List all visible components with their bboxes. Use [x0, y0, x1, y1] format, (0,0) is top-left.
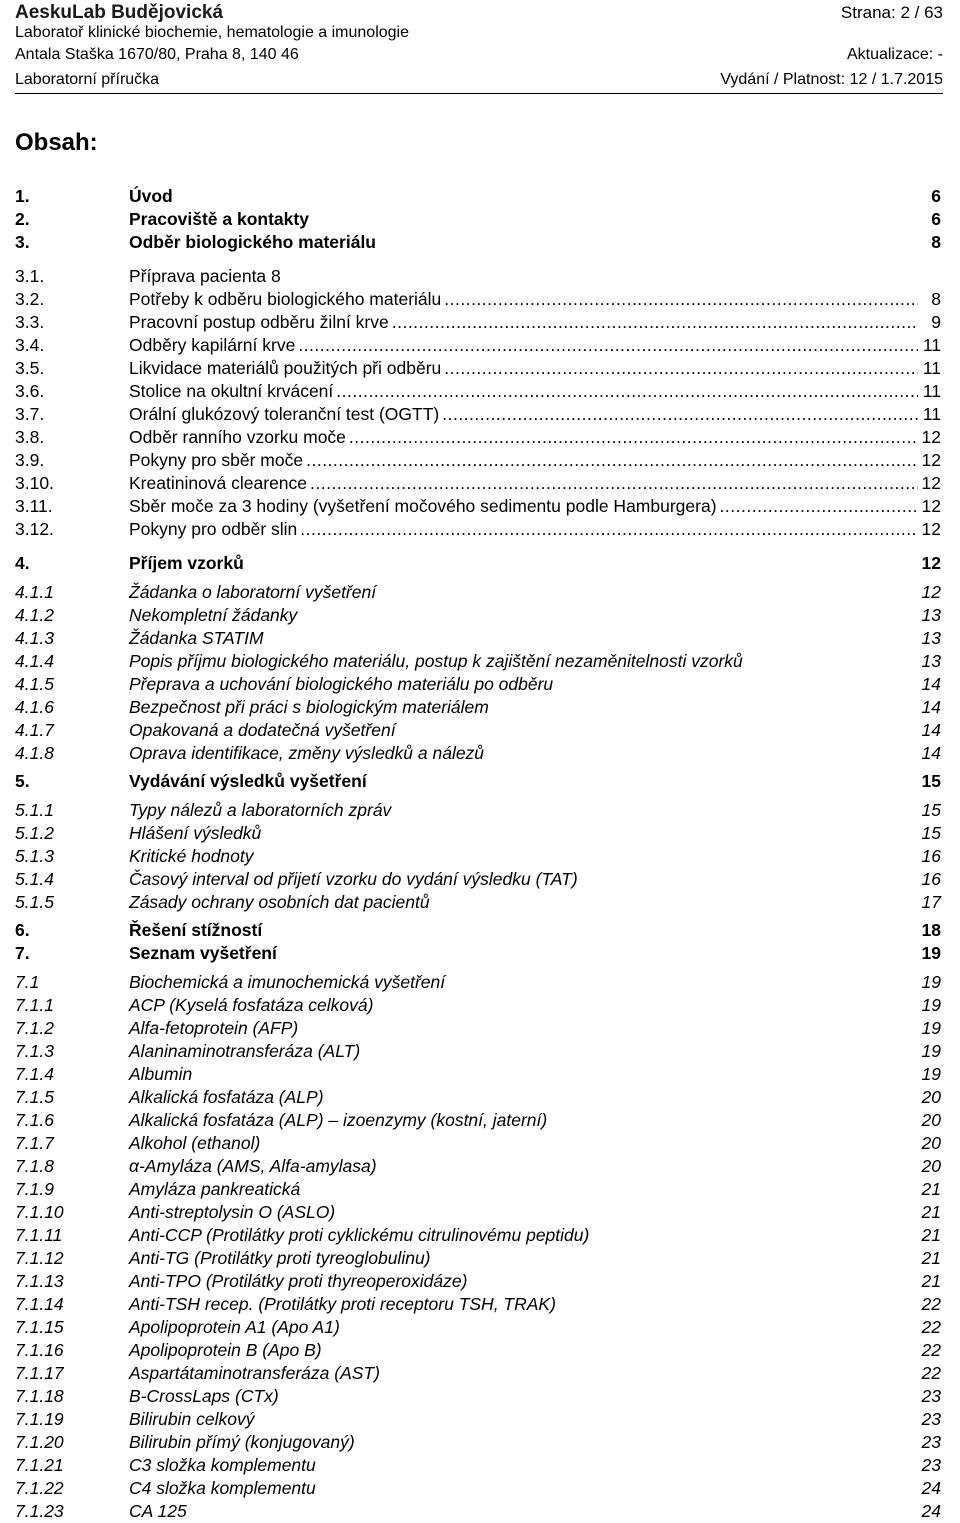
toc-entry-page: 11 — [922, 335, 941, 355]
toc-entry-page: 21 — [921, 1202, 941, 1222]
toc-entry-number: 7.1.14 — [15, 1294, 64, 1314]
toc-entry-title: ACP (Kyselá fosfatáza celková) — [129, 995, 374, 1015]
toc-entry-page: 21 — [921, 1271, 941, 1291]
toc-entry-page: 12 — [921, 473, 941, 493]
toc-entry-number: 7.1.4 — [15, 1064, 54, 1084]
toc-entry-title: Odběr ranního vzorku moče ..... — [129, 427, 918, 448]
toc-entry-number: 4.1.2 — [15, 605, 54, 625]
toc-entry-page: 19 — [921, 943, 941, 963]
toc-entry-page: 6 — [931, 209, 941, 229]
toc-entry-page: 20 — [921, 1133, 941, 1153]
toc-entry[interactable] — [0, 1248, 960, 1270]
toc-entry-number: 3.10. — [15, 473, 54, 493]
toc-entry-number: 3. — [15, 232, 30, 252]
toc-entry-page: 14 — [921, 697, 941, 717]
toc-entry-number: 7.1.9 — [15, 1179, 54, 1199]
toc-entry-number: 7.1.18 — [15, 1386, 64, 1406]
toc-entry-page: 15 — [921, 800, 941, 820]
toc-entry-number: 1. — [15, 186, 30, 206]
toc-entry-number: 7.1.12 — [15, 1248, 64, 1268]
toc-entry-number: 3.3. — [15, 312, 45, 332]
toc-entry-title: Odběr biologického materiálu — [129, 232, 376, 252]
toc-entry-title: Alkalická fosfatáza (ALP) — [129, 1087, 324, 1107]
toc-entry[interactable] — [0, 771, 960, 793]
toc-entry[interactable] — [0, 450, 960, 472]
toc-entry-number: 3.11. — [15, 496, 53, 516]
toc-entry-page: 13 — [921, 628, 941, 648]
toc-entry[interactable] — [0, 582, 960, 604]
toc-heading: Obsah: — [15, 129, 98, 156]
toc-entry-number: 5.1.3 — [15, 846, 54, 866]
toc-entry-title: Bezpečnost při práci s biologickým materiálem — [129, 697, 489, 717]
toc-entry-page: 22 — [921, 1340, 941, 1360]
toc-entry-title: Časový interval od přijetí vzorku do vydání výsledku (TAT) — [129, 869, 578, 889]
toc-entry[interactable] — [0, 381, 960, 403]
toc-entry-number: 5.1.2 — [15, 823, 54, 843]
toc-entry-page: 19 — [921, 972, 941, 992]
toc-entry[interactable] — [0, 1179, 960, 1201]
toc-entry-title: Anti-TG (Protilátky proti tyreoglobulinu) — [129, 1248, 431, 1268]
toc-entry-title: CA 125 — [129, 1501, 187, 1521]
toc-entry-title: Oprava identifikace, změny výsledků a nálezů — [129, 743, 485, 763]
toc-entry[interactable] — [0, 800, 960, 822]
toc-entry-page: 9 — [931, 312, 941, 332]
toc-entry-title: Apolipoprotein B (Apo B) — [129, 1340, 322, 1360]
toc-entry[interactable] — [0, 232, 960, 254]
toc-entry-number: 3.6. — [15, 381, 45, 401]
toc-entry[interactable] — [0, 1202, 960, 1224]
toc-entry-number: 4. — [15, 553, 30, 573]
toc-entry[interactable] — [0, 209, 960, 231]
toc-entry[interactable] — [0, 427, 960, 449]
toc-entry-title: Bilirubin přímý (konjugovaný) — [129, 1432, 355, 1452]
edition-label: Vydání / Platnost: 12 / 1.7.2015 — [720, 71, 943, 88]
toc-entry[interactable] — [0, 1455, 960, 1477]
toc-entry-number: 4.1.6 — [15, 697, 54, 717]
toc-entry-number: 7.1.3 — [15, 1041, 54, 1061]
toc-entry-number: 4.1.1 — [15, 582, 54, 602]
toc-entry[interactable] — [0, 1018, 960, 1040]
toc-entry-title: Aspartátaminotransferáza (AST) — [129, 1363, 380, 1383]
toc-entry[interactable] — [0, 1271, 960, 1293]
toc-entry-title: Pokyny pro odběr slin ..... — [129, 519, 918, 540]
toc-entry-number: 7.1.20 — [15, 1432, 64, 1452]
toc-entry-number: 5.1.4 — [15, 869, 54, 889]
toc-entry[interactable] — [0, 720, 960, 742]
toc-entry-number: 7.1.8 — [15, 1156, 54, 1176]
toc-entry[interactable] — [0, 519, 960, 541]
toc-entry[interactable] — [0, 1087, 960, 1109]
toc-entry-page: 12 — [921, 519, 941, 539]
toc-entry[interactable] — [0, 289, 960, 311]
toc-entry-number: 7.1.19 — [15, 1409, 64, 1429]
toc-entry-title: Pracovní postup odběru žilní krve ..... — [129, 312, 918, 333]
toc-entry-page: 8 — [931, 232, 941, 252]
toc-entry-title: B-CrossLaps (CTx) — [129, 1386, 279, 1406]
toc-entry-number: 7.1.13 — [15, 1271, 64, 1291]
toc-entry-page: 19 — [921, 1041, 941, 1061]
lab-address: Antala Staška 1670/80, Praha 8, 140 46 — [15, 46, 299, 63]
toc-entry-number: 7.1.22 — [15, 1478, 64, 1498]
toc-entry-number: 2. — [15, 209, 30, 229]
toc-entry[interactable] — [0, 1409, 960, 1431]
toc-entry-title: Alaninaminotransferáza (ALT) — [129, 1041, 361, 1061]
toc-entry-number: 7.1.17 — [15, 1363, 64, 1383]
toc-entry-number: 3.8. — [15, 427, 45, 447]
toc-entry-title: Zásady ochrany osobních dat pacientů — [129, 892, 430, 912]
toc-entry-title: Stolice na okultní krvácení ..... — [129, 381, 918, 402]
toc-entry-title: Nekompletní žádanky — [129, 605, 298, 625]
toc-entry[interactable] — [0, 823, 960, 845]
toc-entry[interactable] — [0, 1041, 960, 1063]
toc-entry[interactable] — [0, 1133, 960, 1155]
toc-entry-title: Anti-streptolysin O (ASLO) — [129, 1202, 336, 1222]
toc-entry[interactable] — [0, 920, 960, 942]
toc-entry-page: 12 — [921, 450, 941, 470]
toc-entry-number: 7.1.10 — [15, 1202, 64, 1222]
toc-entry[interactable] — [0, 404, 960, 426]
toc-entry-page: 20 — [921, 1087, 941, 1107]
toc-entry-number: 3.7. — [15, 404, 45, 424]
toc-entry[interactable] — [0, 892, 960, 914]
toc-entry-title: Popis příjmu biologického materiálu, postup k zajištění nezaměnitelnosti vzorků — [129, 651, 743, 671]
page-counter: Strana: 2 / 63 — [840, 3, 943, 22]
toc-entry[interactable] — [0, 1156, 960, 1178]
toc-entry-number: 5.1.1 — [15, 800, 54, 820]
toc-entry-title: Typy nálezů a laboratorních zpráv — [129, 800, 392, 820]
toc-entry-title: Příjem vzorků — [129, 553, 244, 573]
toc-entry[interactable] — [0, 1340, 960, 1362]
toc-entry-number: 3.4. — [15, 335, 45, 355]
toc-entry-title: Biochemická a imunochemická vyšetření — [129, 972, 446, 992]
toc-entry[interactable] — [0, 1294, 960, 1316]
toc-entry-number: 7.1 — [15, 972, 40, 992]
toc-entry-page: 23 — [921, 1455, 941, 1475]
toc-entry-number: 4.1.3 — [15, 628, 54, 648]
toc-entry[interactable] — [0, 312, 960, 334]
toc-entry[interactable] — [0, 628, 960, 650]
toc-entry[interactable] — [0, 743, 960, 765]
toc-entry-number: 4.1.8 — [15, 743, 54, 763]
toc-entry-title: Seznam vyšetření — [129, 943, 277, 963]
toc-entry-page: 13 — [921, 605, 941, 625]
toc-entry-title: Alkalická fosfatáza (ALP) – izoenzymy (kostní, jaterní) — [129, 1110, 548, 1130]
toc-entry-page: 14 — [921, 674, 941, 694]
toc-entry-title: Likvidace materiálů použitých při odběru ..... — [129, 358, 918, 379]
toc-entry[interactable] — [0, 553, 960, 575]
toc-entry-page: 15 — [921, 771, 941, 791]
toc-entry-title: Řešení stížností — [129, 920, 263, 940]
toc-entry-title: C3 složka komplementu — [129, 1455, 316, 1475]
toc-entry-page: 22 — [921, 1294, 941, 1314]
document-name: Laboratorní příručka — [15, 71, 160, 88]
toc-entry-page: 17 — [921, 892, 941, 912]
toc-entry-title: Pracoviště a kontakty — [129, 209, 309, 229]
toc-entry[interactable] — [0, 1317, 960, 1339]
toc-entry[interactable] — [0, 972, 960, 994]
toc-entry-page: 11 — [922, 404, 941, 424]
toc-entry-page: 15 — [921, 823, 941, 843]
toc-entry-page: 23 — [921, 1386, 941, 1406]
toc-entry-page: 12 — [921, 553, 941, 573]
toc-entry[interactable] — [0, 846, 960, 868]
toc-entry-title: Přeprava a uchování biologického materiálu po odběru — [129, 674, 554, 694]
toc-entry-title: Orální glukózový toleranční test (OGTT) ..... — [129, 404, 918, 425]
toc-entry-page: 12 — [921, 582, 941, 602]
toc-entry-number: 4.1.7 — [15, 720, 54, 740]
toc-entry-page: 16 — [921, 869, 941, 889]
toc-entry[interactable] — [0, 1110, 960, 1132]
toc-entry-number: 4.1.5 — [15, 674, 54, 694]
toc-entry-title: Anti-TPO (Protilátky proti thyreoperoxidáze) — [129, 1271, 468, 1291]
toc-entry[interactable] — [0, 473, 960, 495]
toc-entry-page: 19 — [921, 1064, 941, 1084]
toc-entry[interactable] — [0, 335, 960, 357]
toc-entry-title: Úvod — [129, 186, 173, 206]
toc-entry-title: Žádanka o laboratorní vyšetření — [129, 582, 377, 602]
toc-entry-title: Kreatininová clearence ..... — [129, 473, 918, 494]
toc-entry-title: Vydávání výsledků vyšetření — [129, 771, 367, 791]
toc-entry[interactable] — [0, 674, 960, 696]
toc-entry-number: 3.12. — [15, 519, 54, 539]
toc-entry-title: Sběr moče za 3 hodiny (vyšetření močového sedimentu podle Hamburgera) ..... — [129, 496, 918, 517]
toc-entry-title: Amyláza pankreatická — [129, 1179, 301, 1199]
toc-entry-title: α-Amyláza (AMS, Alfa-amylasa) — [129, 1156, 377, 1176]
toc-entry-page: 13 — [921, 651, 941, 671]
toc-entry-number: 7.1.6 — [15, 1110, 54, 1130]
toc-entry[interactable] — [0, 1064, 960, 1086]
toc-entry-page: 19 — [921, 1018, 941, 1038]
toc-entry[interactable] — [0, 266, 960, 288]
toc-entry-title: Žádanka STATIM — [129, 628, 264, 648]
toc-entry[interactable] — [0, 605, 960, 627]
toc-entry-page: 23 — [921, 1409, 941, 1429]
toc-entry-number: 3.2. — [15, 289, 45, 309]
toc-entry-page: 21 — [921, 1248, 941, 1268]
update-label: Aktualizace: - — [846, 46, 943, 63]
toc-entry-number: 3.1. — [15, 266, 45, 286]
toc-entry-title: Potřeby k odběru biologického materiálu ..... — [129, 289, 918, 310]
toc-entry-number: 7.1.5 — [15, 1087, 54, 1107]
toc-entry-number: 3.9. — [15, 450, 45, 470]
toc-entry-page: 14 — [921, 743, 941, 763]
toc-entry-page: 22 — [921, 1317, 941, 1337]
toc-entry-number: 7.1.23 — [15, 1501, 64, 1521]
toc-entry-page: 11 — [922, 381, 941, 401]
toc-entry-page: 6 — [931, 186, 941, 206]
toc-entry-title: Hlášení výsledků — [129, 823, 262, 843]
toc-entry-number: 7.1.1 — [15, 995, 54, 1015]
toc-entry-page: 18 — [921, 920, 941, 940]
toc-entry[interactable] — [0, 943, 960, 965]
toc-entry[interactable] — [0, 1501, 960, 1523]
toc-entry-title: Alkohol (ethanol) — [129, 1133, 261, 1153]
toc-entry-number: 5. — [15, 771, 30, 791]
toc-entry-title: Odběry kapilární krve ..... — [129, 335, 918, 356]
toc-entry-page: 16 — [921, 846, 941, 866]
toc-entry[interactable] — [0, 496, 960, 518]
toc-entry-title: Alfa-fetoprotein (AFP) — [129, 1018, 299, 1038]
toc-entry-title: Anti-CCP (Protilátky proti cyklickému citrulinovému peptidu) — [129, 1225, 590, 1245]
toc-entry[interactable] — [0, 697, 960, 719]
toc-entry-number: 7.1.7 — [15, 1133, 54, 1153]
toc-entry-number: 7.1.16 — [15, 1340, 64, 1360]
toc-entry-page: 21 — [921, 1225, 941, 1245]
toc-entry-page: 21 — [921, 1179, 941, 1199]
toc-entry[interactable] — [0, 1225, 960, 1247]
toc-entry[interactable] — [0, 1432, 960, 1454]
toc-entry-page: 24 — [921, 1501, 941, 1521]
lab-subtitle: Laboratoř klinické biochemie, hematologie a imunologie — [15, 24, 410, 41]
toc-entry[interactable] — [0, 1386, 960, 1408]
toc-entry-page: 23 — [921, 1432, 941, 1452]
toc-entry-title: Kritické hodnoty — [129, 846, 254, 866]
lab-name: AeskuLab Budějovická — [15, 2, 224, 23]
toc-entry-number: 3.5. — [15, 358, 45, 378]
toc-entry-number: 7.1.11 — [15, 1225, 63, 1245]
toc-entry-title: Bilirubin celkový — [129, 1409, 255, 1429]
toc-entry-page: 11 — [922, 358, 941, 378]
toc-entry[interactable] — [0, 869, 960, 891]
toc-entry-number: 7. — [15, 943, 30, 963]
toc-entry-title: Anti-TSH recep. (Protilátky proti receptoru TSH, TRAK) — [129, 1294, 556, 1314]
toc-entry-title: Příprava pacienta 8 — [129, 266, 281, 286]
toc-entry-title: Opakovaná a dodatečná vyšetření — [129, 720, 396, 740]
toc-entry-page: 22 — [921, 1363, 941, 1383]
toc-entry-page: 8 — [931, 289, 941, 309]
toc-entry-page: 12 — [921, 427, 941, 447]
toc-entry[interactable] — [0, 995, 960, 1017]
toc-entry-number: 7.1.15 — [15, 1317, 64, 1337]
toc-entry-page: 24 — [921, 1478, 941, 1498]
toc-entry-page: 12 — [921, 496, 941, 516]
toc-entry[interactable] — [0, 186, 960, 208]
toc-entry-page: 20 — [921, 1156, 941, 1176]
toc-entry[interactable] — [0, 358, 960, 380]
toc-entry-title: Albumin — [129, 1064, 193, 1084]
toc-entry[interactable] — [0, 651, 960, 673]
toc-entry-number: 5.1.5 — [15, 892, 54, 912]
toc-entry-title: Pokyny pro sběr moče ..... — [129, 450, 918, 471]
toc-entry-title: C4 složka komplementu — [129, 1478, 316, 1498]
toc-entry-page: 20 — [921, 1110, 941, 1130]
toc-entry-number: 4.1.4 — [15, 651, 54, 671]
toc-entry-title: Apolipoprotein A1 (Apo A1) — [129, 1317, 340, 1337]
toc-entry-page: 19 — [921, 995, 941, 1015]
toc-entry-number: 7.1.2 — [15, 1018, 54, 1038]
toc-entry[interactable] — [0, 1363, 960, 1385]
toc-entry-page: 14 — [921, 720, 941, 740]
toc-entry-number: 7.1.21 — [15, 1455, 64, 1475]
toc-entry[interactable] — [0, 1478, 960, 1500]
toc-entry-number: 6. — [15, 920, 30, 940]
